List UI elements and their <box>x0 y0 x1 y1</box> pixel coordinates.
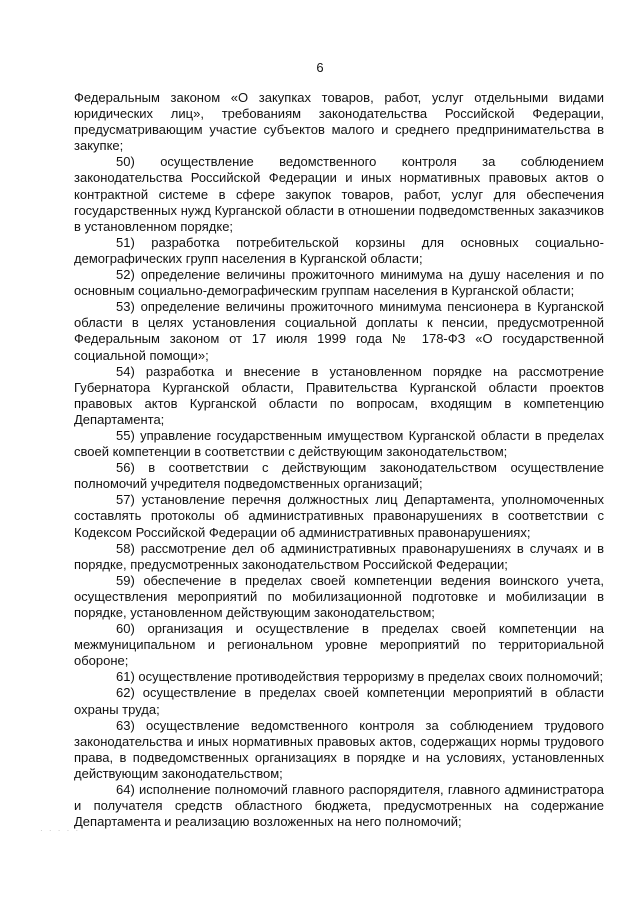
paragraph-57: 57) установление перечня должностных лиц Департамента, уполномоченных составлять протоколы об административных правонарушениях в соответствии с Кодексом Российской Федерации об административных правонарушениях; <box>74 492 604 540</box>
paragraph-58: 58) рассмотрение дел об административных правонарушениях в случаях и в порядке, предусмотренных законодательством Российской Федерации; <box>74 540 604 572</box>
paragraph-60: 60) организация и осуществление в пределах своей компетенции на межмуниципальном и региональном уровне мероприятий по территориальной обороне; <box>74 621 604 669</box>
page-number: 6 <box>316 60 324 75</box>
footer-mark: · · · · · <box>40 826 81 835</box>
paragraph-62: 62) осуществление в пределах своей компетенции мероприятий в области охраны труда; <box>74 685 604 717</box>
document-body <box>74 90 604 830</box>
paragraph-50: 50) осуществление ведомственного контроля за соблюдением законодательства Российской Федерации и иных нормативных правовых актов о контрактной системе в сфере закупок товаров, работ, услуг для обеспечения государственных нужд Курганской области в отношении подведомственных заказчиков в установленном порядке; <box>74 154 604 234</box>
paragraph-61: 61) осуществление противодействия терроризму в пределах своих полномочий; <box>116 669 604 685</box>
paragraph-53: 53) определение величины прожиточного минимума пенсионера в Курганской области в целях установления социальной доплаты к пенсии, предусмотренной Федеральным законом от 17 июля 1999 года № 178-ФЗ «О государственной социальной помощи»; <box>74 299 604 363</box>
paragraph-intro: Федеральным законом «О закупках товаров, работ, услуг отдельными видами юридических лиц», требованиям законодательства Российской Федерации, предусматривающим участие субъектов малого и среднего предпринимательства в закупке; <box>74 90 604 154</box>
paragraph-55: 55) управление государственным имуществом Курганской области в пределах своей компетенции в соответствии с действующим законодательством; <box>74 427 604 460</box>
paragraph-54: 54) разработка и внесение в установленном порядке на рассмотрение Губернатора Курганской области, Правительства Курганской области проектов правовых актов Курганской области по вопросам, входящим в компетенцию Департамента; <box>74 363 604 427</box>
paragraph-64: 64) исполнение полномочий главного распорядителя, главного администратора и получателя средств областного бюджета, предусмотренных на содержание Департамента и реализацию возложенных на него полномочий; <box>74 782 604 830</box>
paragraph-51: 51) разработка потребительской корзины для основных социально-демографических групп населения в Курганской области; <box>74 234 604 266</box>
paragraph-63: 63) осуществление ведомственного контроля за соблюдением трудового законодательства и иных нормативных правовых актов, содержащих нормы трудового права, в подведомственных организациях в порядке и на условиях, установленных действующим законодательством; <box>74 717 604 781</box>
paragraph-59: 59) обеспечение в пределах своей компетенции ведения воинского учета, осуществления мероприятий по мобилизационной подготовке и мобилизации в порядке, установленном действующим законодательством; <box>74 572 604 620</box>
paragraph-52: 52) определение величины прожиточного минимума на душу населения и по основным социально-демографическим группам населения в Курганской области; <box>74 267 604 299</box>
paragraph-56: 56) в соответствии с действующим законодательством осуществление полномочий учредителя подведомственных организаций; <box>74 460 604 492</box>
